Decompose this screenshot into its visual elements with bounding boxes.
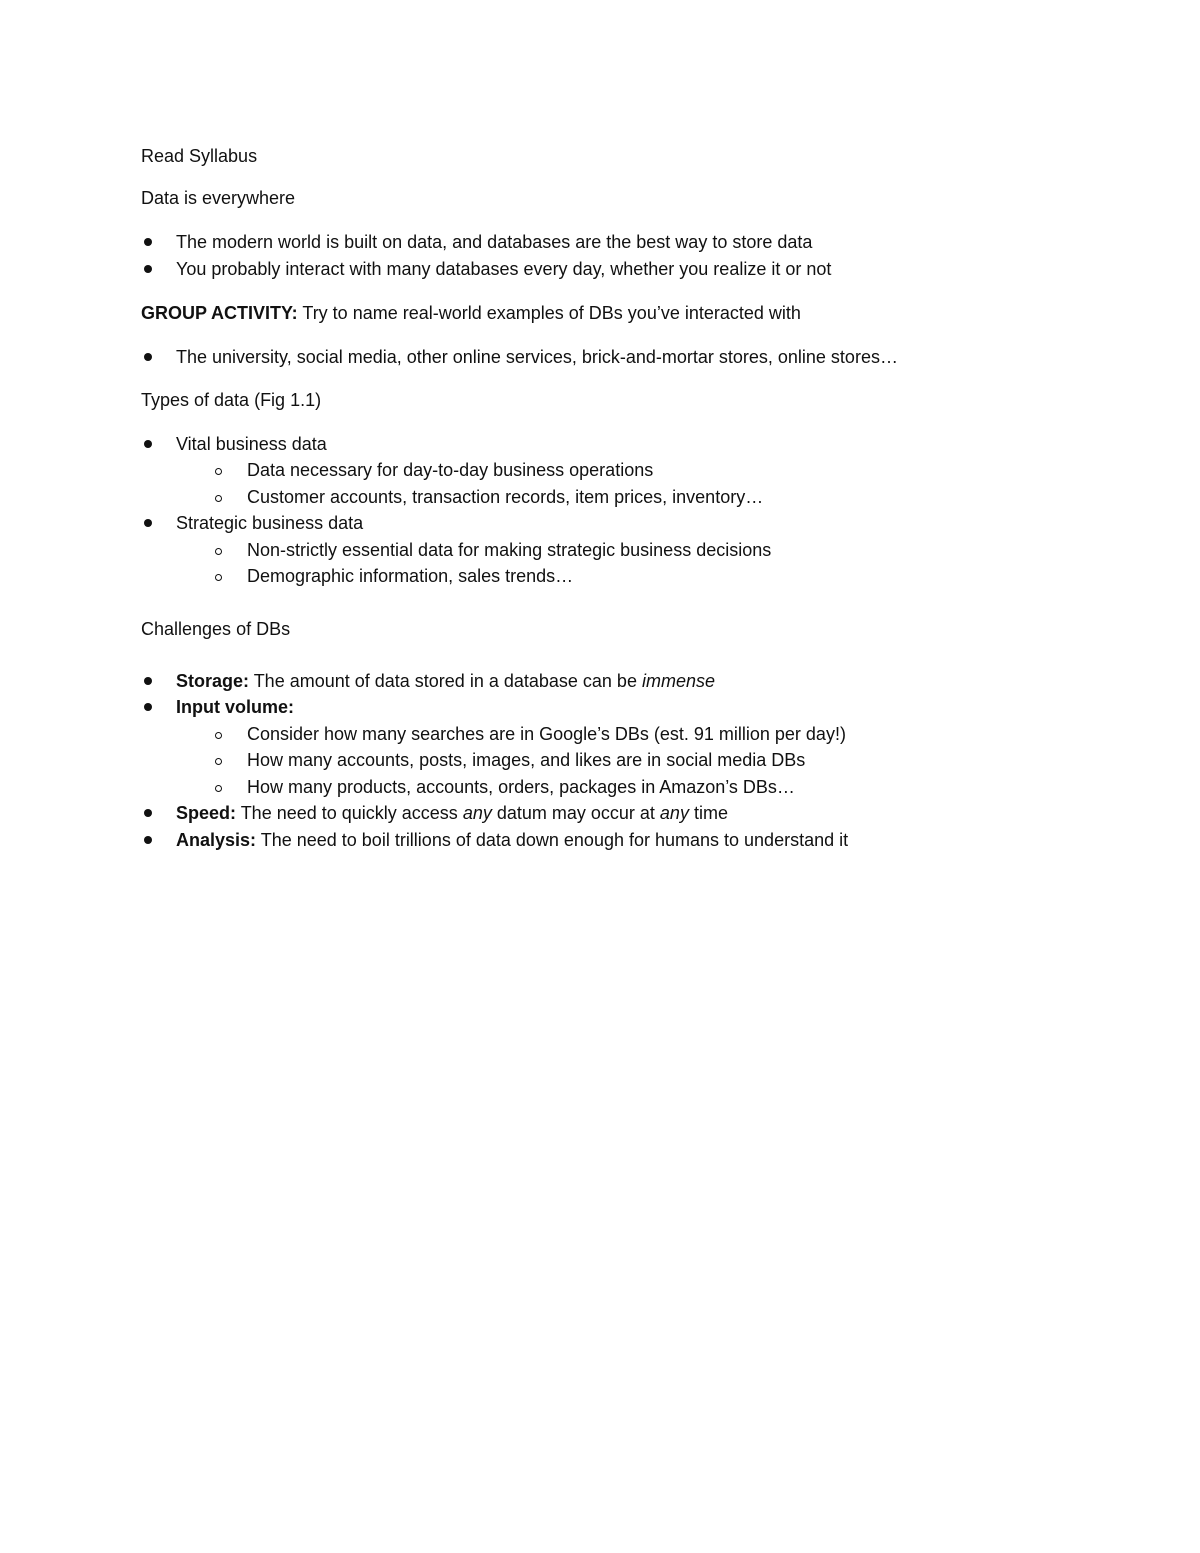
bullet-circle-icon xyxy=(215,574,222,581)
document-body xyxy=(141,143,1101,853)
list-item: The modern world is built on data, and databases are the best way to store data xyxy=(141,229,1101,256)
bullet-dot-icon xyxy=(144,353,152,361)
sub-list-item: Data necessary for day-to-day business operations xyxy=(141,457,1101,484)
group-activity-line xyxy=(141,300,1101,326)
list-item-storage: Storage: The amount of data stored in a database can be immense xyxy=(141,668,1101,695)
section-heading-data-everywhere: Data is everywhere xyxy=(141,188,296,208)
bullet-dot-icon xyxy=(144,519,152,527)
bullet-dot-icon xyxy=(144,265,152,273)
bullet-circle-icon xyxy=(215,732,222,739)
list-item-speed: Speed: The need to quickly access any datum may occur at any time xyxy=(141,800,1101,827)
bullet-dot-icon xyxy=(144,703,152,711)
list-item: Vital business data xyxy=(141,431,1101,458)
section-heading-types-of-data: Types of data (Fig 1.1) xyxy=(141,389,322,410)
bullet-list-challenges xyxy=(141,668,1101,854)
bullet-list-group-activity xyxy=(141,344,1101,371)
bullet-circle-icon xyxy=(215,468,222,475)
bullet-list-data-everywhere xyxy=(141,229,1101,282)
bullet-dot-icon xyxy=(144,836,152,844)
section-heading-challenges: Challenges of DBs xyxy=(141,618,291,639)
bullet-list-types-of-data xyxy=(141,431,1101,590)
sub-list-item: How many products, accounts, orders, packages in Amazon’s DBs… xyxy=(141,774,1101,801)
list-item: Strategic business data xyxy=(141,510,1101,537)
list-item-analysis: Analysis: The need to boil trillions of data down enough for humans to understand it xyxy=(141,827,1101,854)
bullet-circle-icon xyxy=(215,495,222,502)
list-item: The university, social media, other online services, brick-and-mortar stores, online stores… xyxy=(141,344,1101,371)
read-syllabus-line: Read Syllabus xyxy=(141,146,258,166)
list-item-input-volume: Input volume: xyxy=(141,694,1101,721)
bullet-dot-icon xyxy=(144,238,152,246)
bullet-dot-icon xyxy=(144,809,152,817)
sub-list-item: How many accounts, posts, images, and likes are in social media DBs xyxy=(141,747,1101,774)
bullet-circle-icon xyxy=(215,758,222,765)
group-activity-text: Try to name real-world examples of DBs you’ve interacted with xyxy=(297,303,801,323)
bullet-circle-icon xyxy=(215,785,222,792)
sub-list-item: Customer accounts, transaction records, item prices, inventory… xyxy=(141,484,1101,511)
bullet-dot-icon xyxy=(144,677,152,685)
sub-list-item: Consider how many searches are in Google’s DBs (est. 91 million per day!) xyxy=(141,721,1101,748)
sub-list-item: Demographic information, sales trends… xyxy=(141,563,1101,590)
group-activity-label: GROUP ACTIVITY: xyxy=(141,303,298,323)
sub-list-item: Non-strictly essential data for making strategic business decisions xyxy=(141,537,1101,564)
bullet-circle-icon xyxy=(215,548,222,555)
bullet-dot-icon xyxy=(144,440,152,448)
list-item: You probably interact with many databases every day, whether you realize it or not xyxy=(141,256,1101,283)
